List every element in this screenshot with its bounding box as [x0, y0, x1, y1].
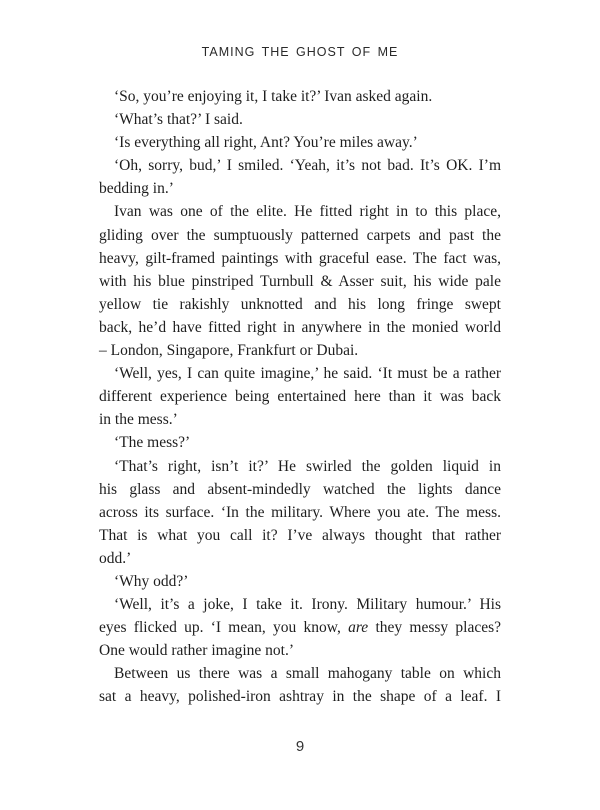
paragraph: [99, 431, 501, 454]
text-line: ‘Is everything all right, Ant? You’re miles away.’: [114, 134, 418, 152]
paragraph: [99, 662, 501, 708]
text-line: ‘The mess?’: [114, 434, 191, 452]
body-text-block: [99, 85, 501, 709]
text-line: sat a heavy, polished-iron ashtray in the shape of a leaf. I: [99, 688, 501, 706]
paragraph: [99, 154, 501, 200]
paragraph: [99, 85, 501, 108]
text-line: That is what you call it? I’ve always thought that rather: [99, 526, 501, 544]
text-line: his glass and absent-mindedly watched the lights dance: [99, 480, 501, 498]
text-line: ‘What’s that?’ I said.: [114, 111, 243, 129]
text-line: in the mess.’: [99, 411, 178, 429]
text-segment: eyes flicked up. ‘I mean, you know,: [99, 619, 349, 637]
text-line: yellow tie rakishly unknotted and his long fringe swept: [99, 295, 501, 313]
running-header: TAMING THE GHOST OF ME: [201, 45, 399, 59]
paragraph: [99, 131, 501, 154]
paragraph: [99, 362, 501, 431]
paragraph: [99, 108, 501, 131]
text-line: different experience being entertained here than it was back: [99, 388, 501, 406]
text-line: [99, 616, 501, 639]
text-line: bedding in.’: [99, 180, 174, 198]
text-line: heavy, gilt-framed paintings with graceful ease. The fact was,: [99, 249, 501, 267]
text-line: ‘So, you’re enjoying it, I take it?’ Ivan asked again.: [114, 88, 433, 105]
paragraph: [99, 200, 501, 362]
italic-text: are: [348, 619, 369, 637]
text-line: gliding over the sumptuously patterned carpets and past the: [99, 226, 501, 244]
paragraph: [99, 570, 501, 593]
text-line: ‘That’s right, isn’t it?’ He swirled the golden liquid in: [114, 457, 501, 475]
text-line: ‘Well, yes, I can quite imagine,’ he said. ‘It must be a rather: [114, 365, 501, 383]
text-line: back, he’d have fitted right in anywhere in the monied world: [99, 318, 501, 336]
text-line: with his blue pinstriped Turnbull & Asser suit, his wide pale: [99, 272, 501, 290]
text-line: ‘Oh, sorry, bud,’ I smiled. ‘Yeah, it’s not bad. It’s OK. I’m: [114, 157, 501, 175]
page-number: 9: [295, 738, 305, 755]
text-line: across its surface. ‘In the military. Where you ate. The mess.: [99, 503, 501, 521]
text-line: One would rather imagine not.’: [99, 642, 294, 660]
text-line: Between us there was a small mahogany table on which: [114, 665, 501, 683]
text-line: – London, Singapore, Frankfurt or Dubai.: [99, 342, 359, 360]
text-line: ‘Why odd?’: [114, 572, 189, 590]
paragraph: [99, 593, 501, 662]
text-line: odd.’: [99, 549, 132, 567]
text-line: Ivan was one of the elite. He fitted right in to this place,: [114, 203, 501, 221]
text-segment: they messy places?: [368, 619, 502, 637]
text-line: ‘Well, it’s a joke, I take it. Irony. Military humour.’ His: [114, 596, 501, 614]
paragraph: [99, 455, 501, 570]
